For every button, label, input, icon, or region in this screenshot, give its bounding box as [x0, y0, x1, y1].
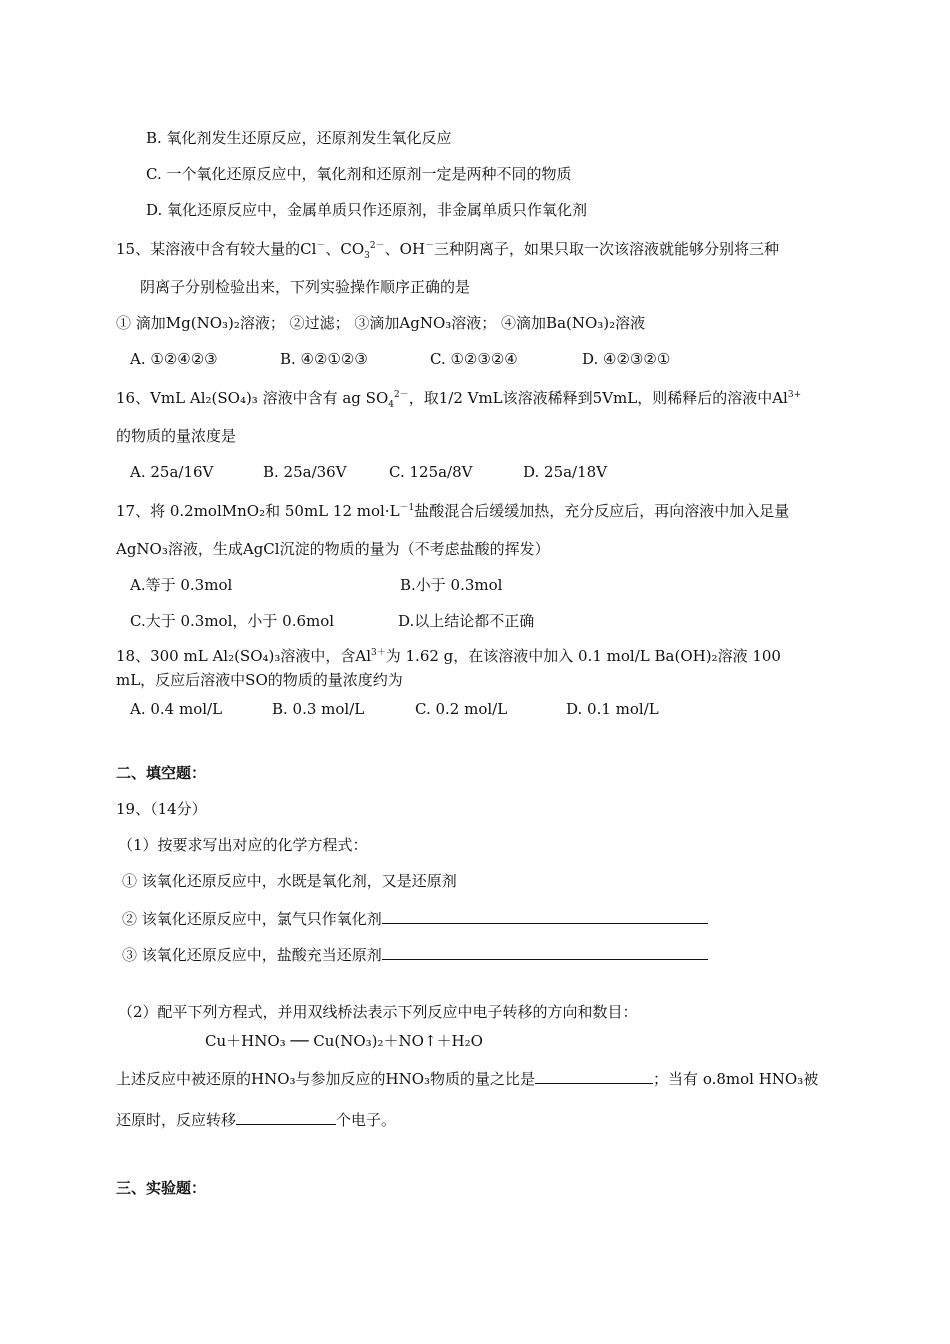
q17-option-b: B.小于 0.3mol [400, 576, 503, 594]
q17-stem: 17、将 0.2molMnO₂和 50mL 12 $mol\cdot L^{-1}$盐酸混合后缓缓加热，充分反应后，再向溶液中加入足量 [116, 502, 790, 520]
q17-stem-line2: AgNO₃溶液，生成AgCl沉淀的物质的量为（不考虑盐酸的挥发） [116, 540, 550, 558]
q15-option: C. ①②③②④ [430, 350, 518, 368]
q19-item2: ② 该氧化还原反应中，氯气只作氧化剂 [122, 907, 708, 929]
q15-steps: ① 滴加Mg(NO₃)₂溶液； ②过滤； ③滴加AgNO₃溶液； ④滴加Ba(NO₃)₂溶液 [116, 314, 646, 332]
q18-option: B. 0.3 mol/L [272, 700, 365, 718]
q16-options [130, 462, 607, 482]
q16-stem: 16、VmL Al₂(SO₄)₃ 溶液中含有 ag $SO_4^{2-}$，取1/2 VmL该溶液稀释到5VmL，则稀释后的溶液中$Al^{3+}$ [116, 389, 802, 410]
q18-option: A. 0.4 mol/L [130, 700, 223, 718]
q16-option: C. 125a/8V [389, 463, 473, 481]
q14-option-b: B. 氧化剂发生还原反应，还原剂发生氧化反应 [146, 129, 452, 147]
q19-ratio-blank[interactable] [535, 1067, 653, 1084]
q18-option: C. 0.2 mol/L [415, 700, 508, 718]
q15-option: D. ④②③②① [582, 350, 671, 368]
q19-header: 19、（14分） [116, 800, 207, 818]
q17-option-a: A.等于 0.3mol [130, 576, 233, 594]
q19-item3-blank[interactable] [382, 943, 708, 960]
q18-option: D. 0.1 mol/L [566, 700, 659, 718]
q19-part1: （1）按要求写出对应的化学方程式： [118, 836, 368, 854]
section-3-title: 三、实验题： [116, 1179, 207, 1197]
section-2-title: 二、填空题： [116, 764, 207, 782]
q19-part2: （2）配平下列方程式，并用双线桥法表示下列反应中电子转移的方向和数目： [118, 1003, 638, 1021]
q19-item1: ① 该氧化还原反应中，水既是氧化剂，又是还原剂 [122, 872, 457, 890]
q19-question: 上述反应中被还原的HNO₃与参加反应的HNO₃物质的量之比是 ；当有 o.8mol HNO₃被 [116, 1067, 818, 1089]
q14-option-c: C. 一个氧化还原反应中，氧化剂和还原剂一定是两种不同的物质 [146, 165, 572, 183]
q19-question-line2: 还原时，反应转移 个电子。 [116, 1108, 396, 1130]
q17-option-d: D.以上结论都不正确 [398, 612, 535, 630]
q16-option: B. 25a/36V [263, 463, 347, 481]
q15-option: A. ①②④②③ [130, 350, 218, 368]
q16-option: A. 25a/16V [130, 463, 214, 481]
q17-option-c: C.大于 0.3mol，小于 0.6mol [130, 612, 335, 630]
q19-item3: ③ 该氧化还原反应中，盐酸充当还原剂 [122, 943, 708, 965]
q15-stem-line2: 阴离子分别检验出来，下列实验操作顺序正确的是 [140, 278, 471, 296]
q19-item2-blank[interactable] [382, 907, 708, 924]
q16-stem-line2: 的物质的量浓度是 [116, 427, 237, 445]
q19-electrons-blank[interactable] [236, 1108, 336, 1125]
q15-stem: 15、某溶液中含有较大量的Cl－、$CO_3^{2-}$、OH－三种阴离子，如果只取一次该溶液就能够分别将三种 [116, 240, 780, 261]
q15-option: B. ④②①②③ [280, 350, 368, 368]
q18-options [130, 699, 659, 719]
q18-stem-line2: mL，反应后溶液中SO的物质的量浓度约为 [116, 671, 403, 689]
q16-option: D. 25a/18V [523, 463, 608, 481]
q15-options [130, 349, 670, 369]
q14-option-d: D. 氧化还原反应中，金属单质只作还原剂，非金属单质只作氧化剂 [146, 201, 588, 219]
q18-stem: 18、300 mL Al₂(SO₄)₃溶液中，含$Al^{3+}$为 1.62 g，在该溶液中加入 0.1 mol/L Ba(OH)₂溶液 100 [116, 647, 781, 665]
q19-equation: Cu＋HNO₃ ── Cu(NO₃)₂＋NO↑＋H₂O [205, 1032, 483, 1050]
